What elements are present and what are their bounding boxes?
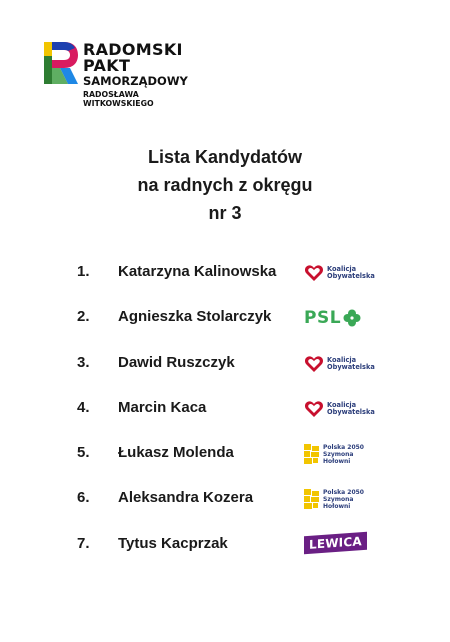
polska-2050-mark-icon	[304, 444, 320, 464]
lewica-text: LEWICA	[304, 532, 367, 554]
candidate-row	[0, 258, 450, 288]
logo-line-witkowskiego: WITKOWSKIEGO	[83, 99, 154, 108]
title-line-1: Lista Kandydatów	[147, 147, 303, 167]
candidate-name: Dawid Ruszczyk	[118, 354, 235, 371]
radomski-r-logo-icon	[44, 42, 78, 84]
pl2050-line-2: Szymona	[323, 495, 354, 503]
candidate-row	[0, 484, 450, 514]
candidate-row	[0, 303, 450, 333]
candidate-number: 5.	[77, 444, 90, 461]
candidate-name: Łukasz Molenda	[118, 444, 234, 461]
ko-line-1: Koalicja	[327, 401, 357, 409]
clover-icon	[343, 309, 361, 327]
ko-line-2: Obywatelska	[327, 272, 375, 280]
candidate-number: 3.	[77, 354, 90, 371]
pl2050-line-1: Polska 2050	[323, 488, 364, 496]
candidate-row	[0, 439, 450, 469]
candidate-name: Aleksandra Kozera	[118, 489, 254, 506]
koalicja-obywatelska-logo	[304, 395, 384, 423]
candidate-row	[0, 349, 450, 379]
candidate-name: Tytus Kacprzak	[118, 535, 228, 552]
candidate-row	[0, 530, 450, 560]
candidate-number: 7.	[77, 535, 90, 552]
heart-icon	[304, 399, 324, 419]
logo-text	[83, 42, 188, 88]
logo-line-radoslawa: RADOSŁAWA	[83, 90, 139, 99]
psl-text: PSL	[304, 308, 342, 328]
ko-text	[327, 266, 375, 280]
candidate-number: 1.	[77, 263, 90, 280]
heart-icon	[304, 354, 324, 374]
candidate-row	[0, 394, 450, 424]
ko-line-2: Obywatelska	[327, 363, 375, 371]
title-line-2: na radnych z okręgu	[137, 175, 313, 195]
pl2050-line-2: Szymona	[323, 450, 354, 458]
pl2050-line-1: Polska 2050	[323, 443, 364, 451]
page-title	[0, 143, 450, 227]
ko-line-2: Obywatelska	[327, 408, 375, 416]
ko-line-1: Koalicja	[327, 356, 357, 364]
polska-2050-mark-icon	[304, 489, 320, 509]
candidate-name: Agnieszka Stolarczyk	[118, 308, 272, 325]
polska-2050-text	[323, 489, 364, 510]
logo-line-pakt: PAKT	[83, 56, 131, 75]
polska-2050-logo	[304, 485, 384, 513]
lewica-logo	[304, 531, 384, 559]
candidate-name: Katarzyna Kalinowska	[118, 263, 277, 280]
candidate-number: 2.	[77, 308, 90, 325]
logo-line-radomski: RADOMSKI	[83, 40, 183, 59]
polska-2050-logo	[304, 440, 384, 468]
candidate-number: 6.	[77, 489, 90, 506]
ko-text	[327, 357, 375, 371]
koalicja-obywatelska-logo	[304, 259, 384, 287]
pl2050-line-3: Hołowni	[323, 457, 351, 465]
pl2050-line-3: Hołowni	[323, 502, 351, 510]
psl-logo	[304, 304, 384, 332]
logo-line-samorzadowy: SAMORZĄDOWY	[83, 74, 188, 88]
title-line-3: nr 3	[208, 203, 242, 223]
logo-subtitle	[83, 90, 154, 108]
ko-line-1: Koalicja	[327, 265, 357, 273]
ko-text	[327, 402, 375, 416]
candidate-name: Marcin Kaca	[118, 399, 207, 416]
koalicja-obywatelska-logo	[304, 350, 384, 378]
polska-2050-text	[323, 444, 364, 465]
heart-icon	[304, 263, 324, 283]
candidate-number: 4.	[77, 399, 90, 416]
radomski-pakt-logo	[44, 42, 224, 110]
